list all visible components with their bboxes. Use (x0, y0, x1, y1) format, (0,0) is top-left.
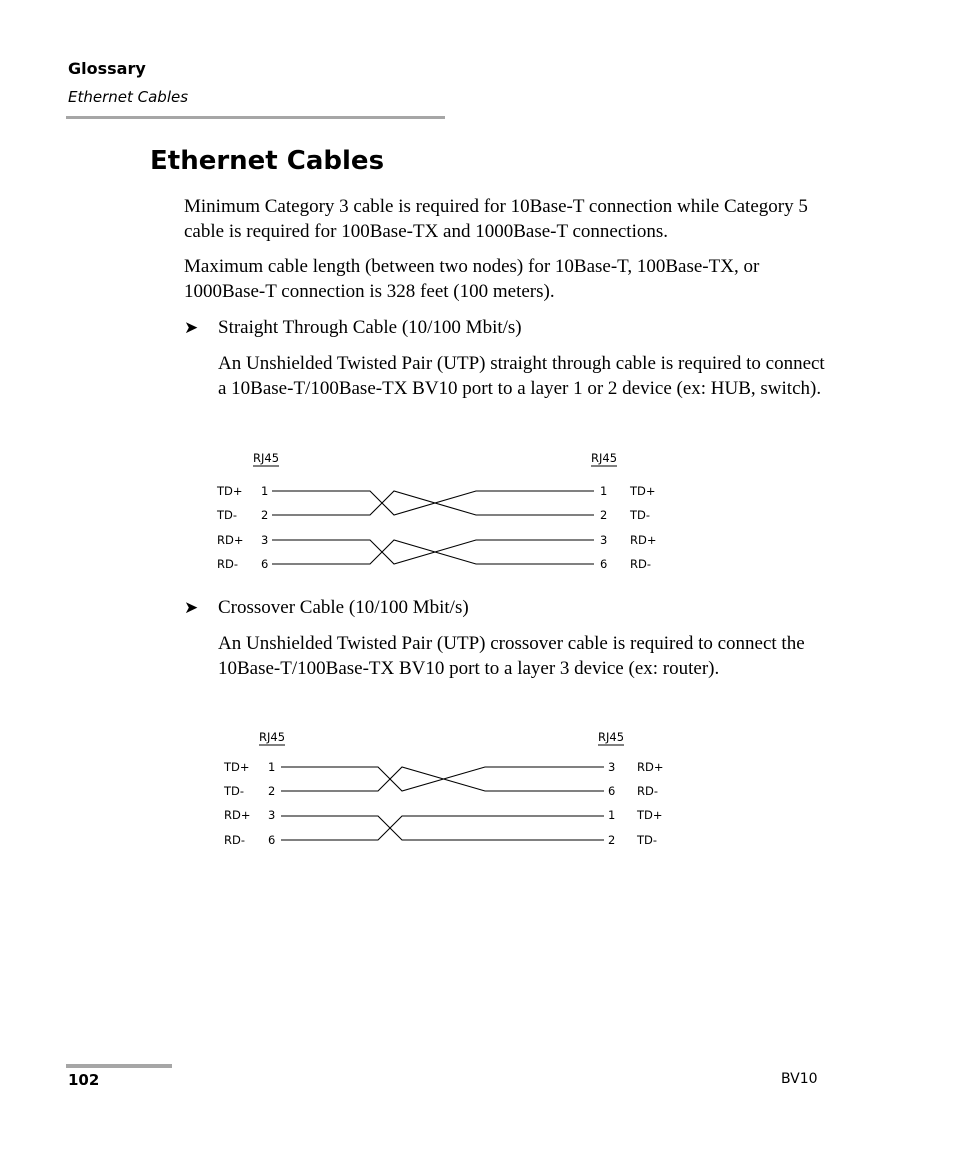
left-signal-label: RD- (217, 557, 238, 571)
left-pin-number: 6 (261, 557, 269, 571)
left-signal-label: TD- (217, 508, 238, 522)
right-pin-number: 6 (600, 557, 608, 571)
right-signal-label: TD- (630, 508, 651, 522)
straight-through-diagram (0, 440, 954, 585)
running-header-subsection: Ethernet Cables (68, 88, 189, 106)
left-pin-number: 2 (268, 784, 276, 798)
right-signal-label: TD- (637, 833, 658, 847)
right-connector-header: RJ45 (598, 730, 625, 744)
paragraph-cable-length: Maximum cable length (between two nodes) for 10Base-T, 100Base-TX, or 1000Base-T connection is 328 feet (100 meters). (184, 256, 760, 302)
page-title: Ethernet Cables (150, 146, 385, 176)
left-signal-label: RD+ (217, 533, 244, 547)
right-signal-label: TD+ (637, 808, 663, 822)
left-pin-number: 2 (261, 508, 269, 522)
left-connector-header: RJ45 (253, 451, 280, 465)
bullet-arrow-icon: ➤ (184, 598, 199, 617)
left-connector-header: RJ45 (259, 730, 286, 744)
left-signal-label: TD+ (224, 760, 250, 774)
right-pin-number: 6 (608, 784, 616, 798)
wire-pair-2-a (272, 540, 594, 564)
left-pin-number: 6 (268, 833, 276, 847)
bullet-label: Crossover Cable (10/100 Mbit/s) (218, 597, 469, 618)
right-pin-number: 1 (608, 808, 616, 822)
right-signal-label: RD+ (630, 533, 657, 547)
bullet-straight-through (184, 316, 522, 341)
wire-pair-1-b (272, 491, 594, 515)
left-pin-number: 1 (261, 484, 269, 498)
right-connector-header: RJ45 (591, 451, 618, 465)
header-rule (66, 116, 445, 119)
wire-pair-2-b (281, 816, 604, 840)
right-pin-number: 2 (600, 508, 608, 522)
wire-pair-1-b (281, 767, 604, 791)
wire-pair-2-b (272, 540, 594, 564)
paragraph-straight-through: An Unshielded Twisted Pair (UTP) straight through cable is required to connect a 10Base-T/100Base-TX BV10 port to a layer 1 or 2 device (ex: HUB, switch). (218, 353, 825, 399)
left-signal-label: RD+ (224, 808, 251, 822)
document-name: BV10 (781, 1071, 818, 1087)
bullet-arrow-icon: ➤ (184, 318, 199, 337)
right-pin-number: 3 (608, 760, 616, 774)
left-signal-label: TD+ (217, 484, 243, 498)
bullet-crossover (184, 596, 469, 621)
left-pin-number: 1 (268, 760, 276, 774)
right-pin-number: 3 (600, 533, 608, 547)
wire-pair-1-a (272, 491, 594, 515)
right-pin-number: 2 (608, 833, 616, 847)
right-signal-label: RD+ (637, 760, 664, 774)
right-signal-label: TD+ (630, 484, 656, 498)
right-signal-label: RD- (630, 557, 651, 571)
bullet-label: Straight Through Cable (10/100 Mbit/s) (218, 317, 522, 338)
right-signal-label: RD- (637, 784, 658, 798)
paragraph-cable-category: Minimum Category 3 cable is required for 10Base-T connection while Category 5 cable is required for 100Base-TX and 1000Base-T connections. (184, 196, 808, 242)
right-pin-number: 1 (600, 484, 608, 498)
left-pin-number: 3 (268, 808, 276, 822)
left-signal-label: TD- (224, 784, 245, 798)
running-header-section: Glossary (68, 59, 146, 78)
page-number: 102 (68, 1071, 100, 1089)
paragraph-crossover: An Unshielded Twisted Pair (UTP) crossover cable is required to connect the 10Base-T/100Base-TX BV10 port to a layer 3 device (ex: router). (218, 633, 805, 679)
footer-rule (66, 1064, 172, 1068)
wire-pair-2-a (281, 816, 604, 840)
left-pin-number: 3 (261, 533, 269, 547)
left-signal-label: RD- (224, 833, 245, 847)
crossover-diagram (0, 720, 954, 860)
